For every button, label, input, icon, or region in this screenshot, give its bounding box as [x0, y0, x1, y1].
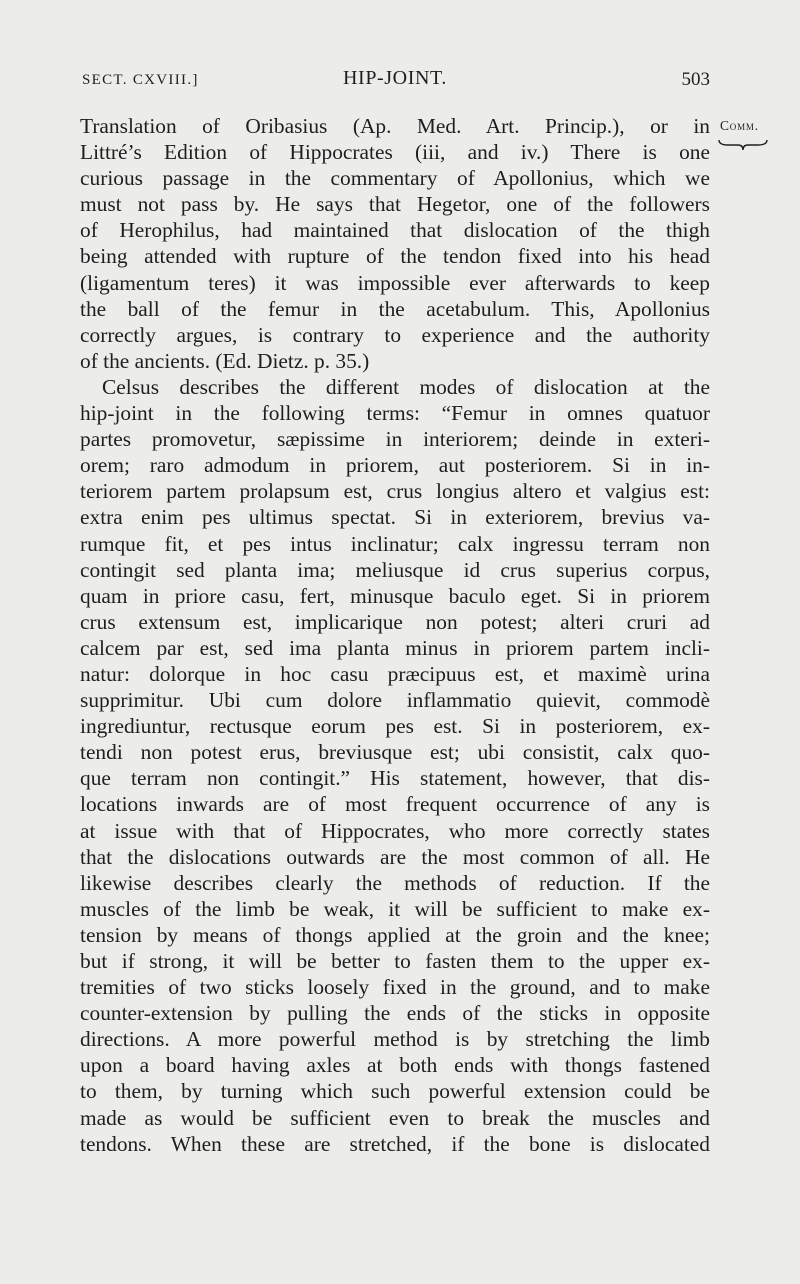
- text-line: Translation of Oribasius (Ap. Med. Art. Princip.), or in: [80, 114, 710, 138]
- text-line: natur: dolorque in hoc casu præcipuus est, et maximè urina: [80, 661, 710, 686]
- text-line: ingrediuntur, rectusque eorum pes est. Si in posteriorem, ex-: [80, 714, 710, 739]
- text-line: extra enim pes ultimus spectat. Si in exteriorem, brevius va-: [80, 505, 710, 530]
- running-title: HIP-JOINT.: [343, 67, 447, 89]
- text-line: upon a board having axles at both ends with thongs fastened: [80, 1053, 710, 1078]
- text-line: directions. A more powerful method is by stretching the limb: [80, 1027, 710, 1052]
- text-line: (ligamentum teres) it was impossible ever afterwards to keep: [80, 270, 710, 295]
- text-line: hip-joint in the following terms: “Femur in omnes quatuor: [80, 401, 710, 426]
- text-line: tension by means of thongs applied at the groin and the knee;: [80, 922, 710, 947]
- text-line: contingit sed planta ima; meliusque id crus superius corpus,: [80, 557, 710, 582]
- text-line: muscles of the limb be weak, it will be sufficient to make ex-: [80, 896, 710, 921]
- text-line: calcem par est, sed ima planta minus in priorem partem incli-: [80, 635, 710, 660]
- brace-icon: [718, 138, 768, 152]
- text-line: being attended with rupture of the tendon fixed into his head: [80, 244, 710, 269]
- text-line: Littré’s Edition of Hippocrates (iii, and iv.) There is one: [80, 140, 710, 165]
- margin-note: Comm.: [720, 118, 759, 133]
- page-number: 503: [681, 69, 710, 90]
- text-line: counter-extension by pulling the ends of the sticks in opposite: [80, 1001, 710, 1026]
- text-line: must not pass by. He says that Hegetor, one of the followers: [80, 192, 710, 217]
- text-line: tendi non potest erus, breviusque est; ubi consistit, calx quo-: [80, 740, 710, 765]
- text-line: correctly argues, is contrary to experience and the authority: [80, 322, 710, 347]
- text-line: orem; raro admodum in priorem, aut posteriorem. Si in in-: [80, 453, 710, 478]
- text-line: at issue with that of Hippocrates, who more correctly states: [80, 818, 710, 843]
- text-line: of the ancients. (Ed. Dietz. p. 35.): [80, 348, 370, 373]
- paragraph: [80, 113, 710, 374]
- text-line: made as would be sufficient even to break the muscles and: [80, 1105, 710, 1130]
- text-line: that the dislocations outwards are the most common of all. He: [80, 844, 710, 869]
- text-line: of Herophilus, had maintained that dislocation of the thigh: [80, 218, 710, 243]
- text-line: curious passage in the commentary of Apollonius, which we: [80, 166, 710, 191]
- paragraph: [80, 374, 710, 1157]
- running-header: [80, 66, 710, 96]
- text-line: locations inwards are of most frequent occurrence of any is: [80, 792, 710, 817]
- text-line: to them, by turning which such powerful extension could be: [80, 1079, 710, 1104]
- text-line: rumque fit, et pes intus inclinatur; calx ingressu terram non: [80, 531, 710, 556]
- text-line: quam in priore casu, fert, minusque baculo eget. Si in priorem: [80, 583, 710, 608]
- text-line: the ball of the femur in the acetabulum. This, Apollonius: [80, 296, 710, 321]
- text-line: supprimitur. Ubi cum dolore inflammatio quievit, commodè: [80, 688, 710, 713]
- section-label: SECT. CXVIII.]: [82, 72, 199, 88]
- text-line: Celsus describes the different modes of dislocation at the: [102, 374, 710, 399]
- body-text: [80, 113, 710, 1157]
- text-line: but if strong, it will be better to fasten them to the upper ex-: [80, 949, 710, 973]
- text-line: teriorem partem prolapsum est, crus longius altero et valgius est:: [80, 479, 710, 504]
- text-line: likewise describes clearly the methods of reduction. If the: [80, 870, 710, 895]
- text-line: que terram non contingit.” His statement, however, that dis-: [80, 766, 710, 791]
- text-line: tremities of two sticks loosely fixed in the ground, and to make: [80, 975, 710, 1000]
- text-line: crus extensum est, implicarique non potest; alteri cruri ad: [80, 609, 710, 634]
- text-line: partes promovetur, sæpissime in interiorem; deinde in exteri-: [80, 427, 710, 452]
- text-line: tendons. When these are stretched, if the bone is dislocated: [80, 1131, 710, 1156]
